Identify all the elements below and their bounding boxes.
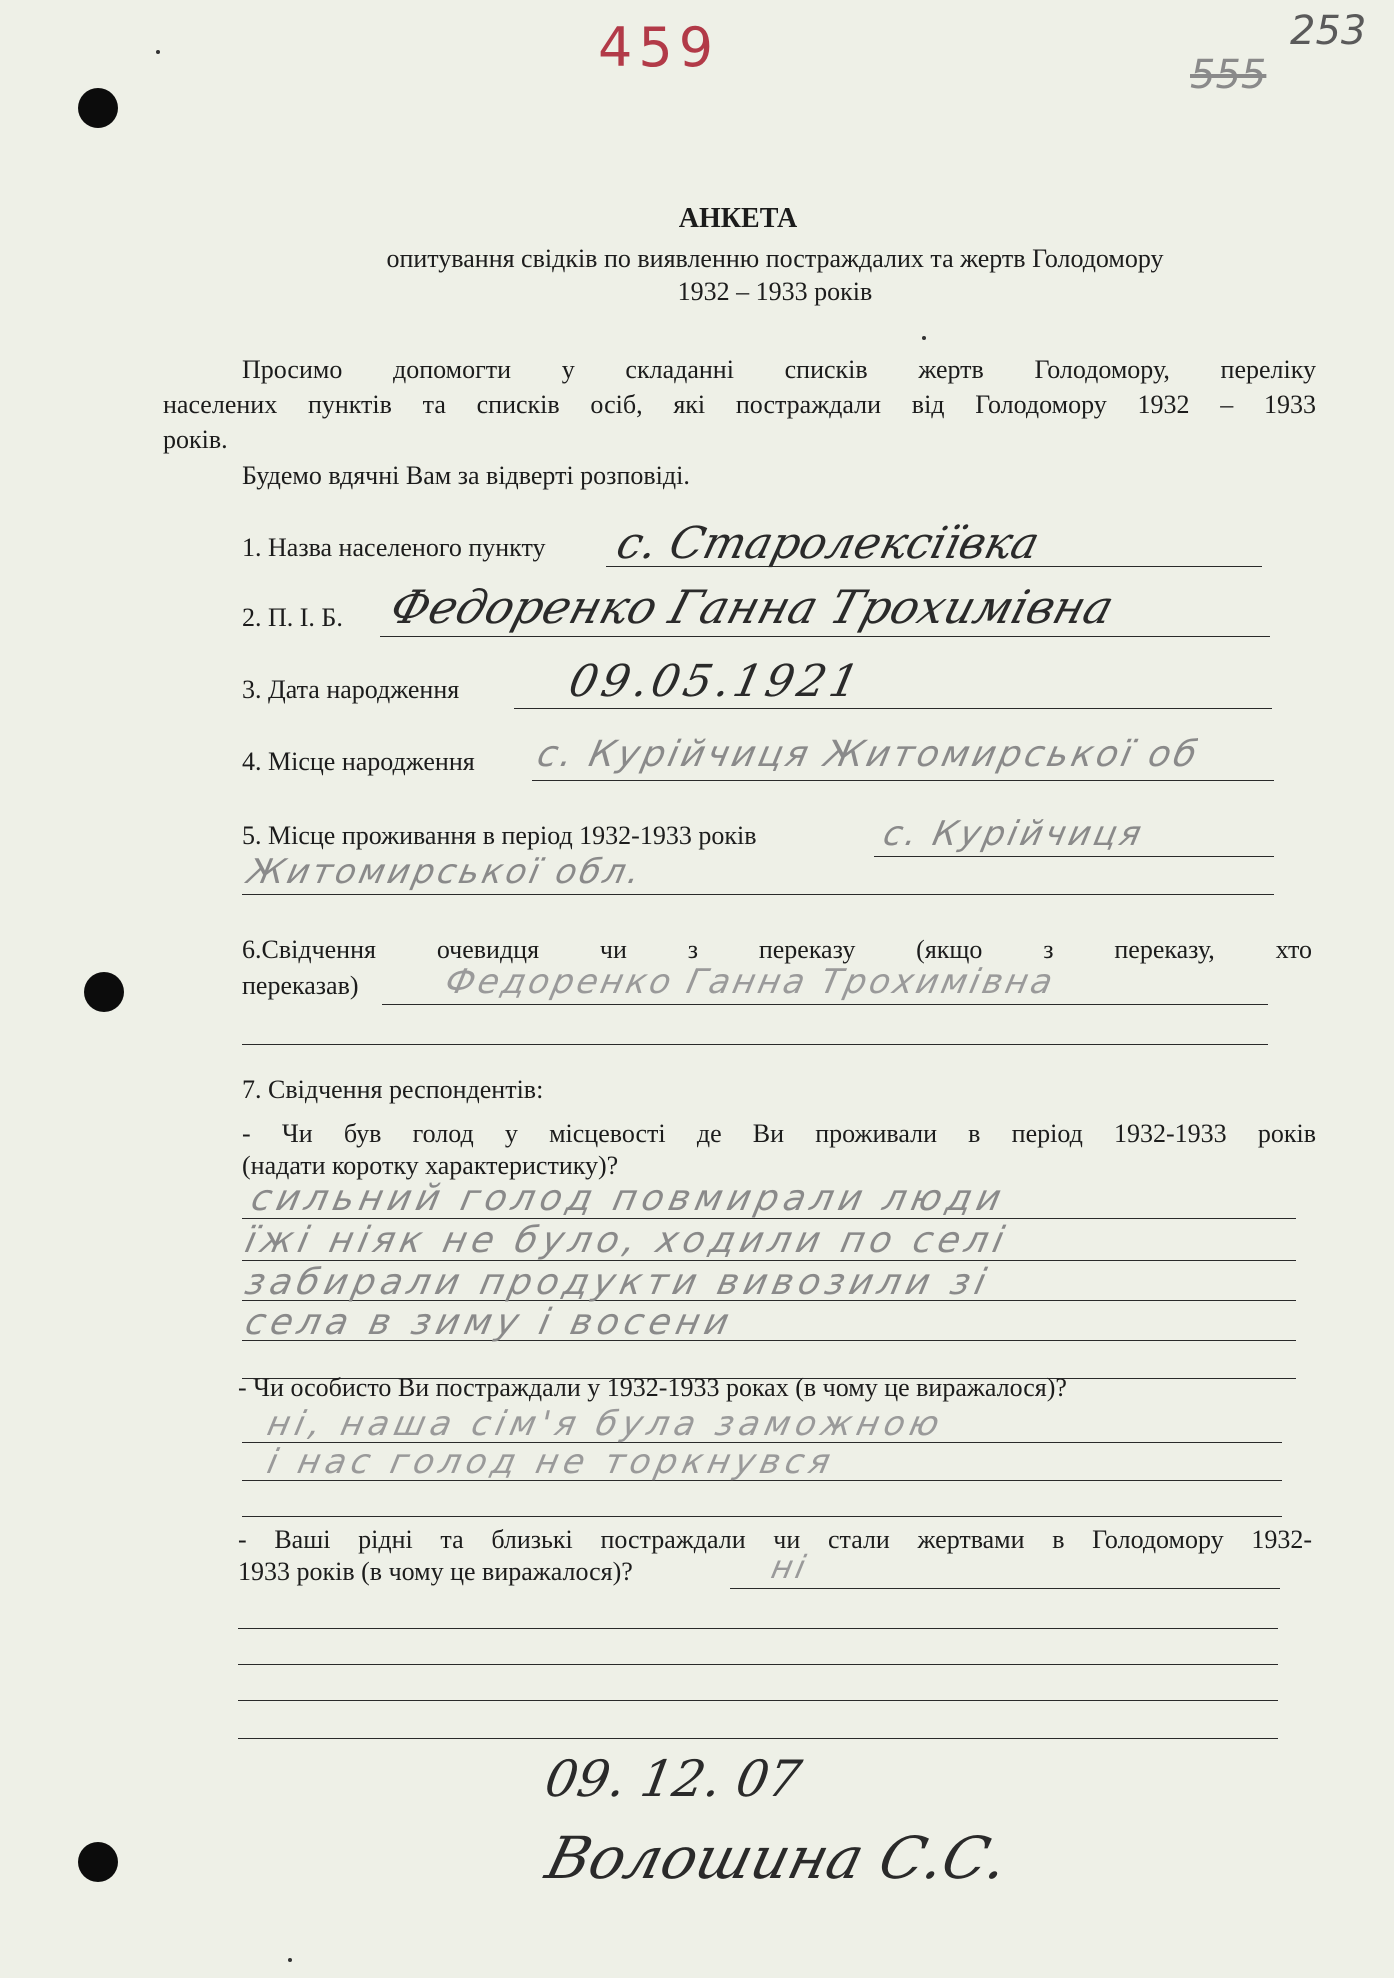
answer-a-text: забирали продукти вивозили зі xyxy=(241,1262,995,1303)
q6-answer-line-2 xyxy=(242,1044,1268,1045)
q1-answer: с. Старолексіївка xyxy=(611,518,1045,569)
answer-b-line xyxy=(242,1516,1282,1517)
q3-label: 3. Дата народження xyxy=(242,675,460,704)
form-title: АНКЕТА xyxy=(678,203,798,234)
question-c: - Ваші рідні та близькі постраждали чи стали жертвами в Голодомору 1932- xyxy=(238,1525,1312,1554)
old-sheet-number-text: 555 xyxy=(1190,52,1267,98)
speck-mark xyxy=(156,50,160,54)
answer-a-text: села в зиму і восени xyxy=(241,1302,738,1343)
answer-c-line xyxy=(730,1588,1280,1589)
question-a-continued: (надати коротку характеристику)? xyxy=(242,1151,619,1180)
question-a: - Чи був голод у місцевості де Ви проживали в період 1932-1933 років xyxy=(242,1119,1316,1148)
binder-hole-top xyxy=(78,88,118,128)
q4-answer: с. Курійчиця Житомирської об xyxy=(533,734,1204,775)
q4-answer-line xyxy=(532,780,1274,781)
question-c-continued: 1933 років (в чому це виражалося)? xyxy=(238,1557,633,1586)
completion-date: 09. 12. 07 xyxy=(540,1750,806,1808)
question-b: - Чи особисто Ви постраждали у 1932-1933 роках (в чому це виражалося)? xyxy=(238,1373,1067,1402)
answer-c-line xyxy=(238,1628,1278,1629)
q3-answer: 09.05.1921 xyxy=(564,656,868,707)
interviewer-signature: Волошина С.С. xyxy=(539,1824,1016,1892)
answer-c-line xyxy=(238,1700,1278,1701)
speck-mark xyxy=(922,336,926,340)
q6-label-continued: переказав) xyxy=(242,971,359,1000)
answer-a-text: сильний голод повмирали люди xyxy=(247,1178,1010,1219)
form-subtitle-years: 1932 – 1933 років xyxy=(677,277,873,306)
sheet-number: 253 xyxy=(1290,8,1367,54)
archive-red-number: 459 xyxy=(598,16,720,79)
answer-a-text: їжі ніяк не було, ходили по селі xyxy=(241,1220,1013,1261)
q6-answer-line xyxy=(382,1004,1268,1005)
intro-paragraph-line: років. xyxy=(163,425,228,454)
answer-b-text: і нас голод не торкнувся xyxy=(263,1442,839,1482)
binder-hole-bottom xyxy=(78,1842,118,1882)
old-sheet-number xyxy=(1190,52,1266,98)
q6-answer: Федоренко Ганна Трохимівна xyxy=(441,962,1060,1002)
q2-answer: Федоренко Ганна Трохимівна xyxy=(384,580,1121,634)
q5-answer-line2: Житомирської обл. xyxy=(243,852,647,892)
q1-label: 1. Назва населеного пункту xyxy=(242,533,546,562)
q2-label: 2. П. І. Б. xyxy=(242,603,343,632)
answer-c-text: ні xyxy=(767,1548,812,1586)
q5-label: 5. Місце проживання в період 1932-1933 років xyxy=(242,821,757,850)
answer-b-text: ні, наша сім'я була заможною xyxy=(263,1404,948,1444)
answer-c-line xyxy=(238,1664,1278,1665)
q5-answer-line1: с. Курійчиця xyxy=(879,814,1148,854)
answer-c-line xyxy=(238,1738,1278,1739)
q5-answer-line xyxy=(874,856,1274,857)
q5-answer-line-2 xyxy=(242,894,1274,895)
q6-label: 6.Свідчення очевидця чи з переказу (якщо з переказу, хто xyxy=(242,935,1312,964)
q2-answer-line xyxy=(380,636,1270,637)
q4-label: 4. Місце народження xyxy=(242,747,475,776)
binder-hole-middle xyxy=(84,972,124,1012)
testimony-section-label: 7. Свідчення респондентів: xyxy=(242,1075,544,1104)
intro-paragraph-line: Просимо допомогти у складанні списків жертв Голодомору, переліку xyxy=(242,355,1316,384)
speck-mark xyxy=(288,1958,292,1962)
form-subtitle: опитування свідків по виявленню постраждалих та жертв Голодомору xyxy=(386,244,1164,273)
q3-answer-line xyxy=(514,708,1272,709)
intro-paragraph-line: населених пунктів та списків осіб, які постраждали від Голодомору 1932 – 1933 xyxy=(163,390,1316,419)
intro-thanks: Будемо вдячні Вам за відверті розповіді. xyxy=(242,461,690,490)
